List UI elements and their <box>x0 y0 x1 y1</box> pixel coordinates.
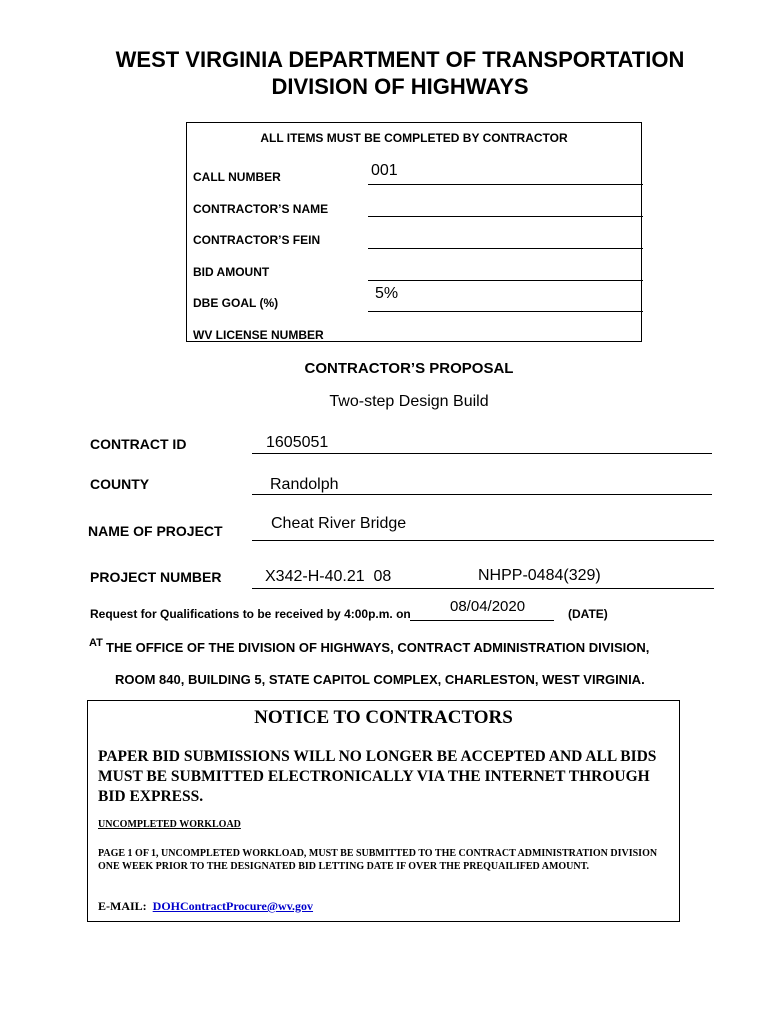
contractor-name-field[interactable] <box>368 216 643 217</box>
contractor-fein-field[interactable] <box>368 248 643 249</box>
dbe-goal-label: DBE GOAL (%) <box>193 296 279 310</box>
rfq-date-line <box>410 620 554 621</box>
workload-text: PAGE 1 OF 1, UNCOMPLETED WORKLOAD, MUST BE SUBMITTED TO THE CONTRACT ADMINISTRATION DIVISION ONE WEEK PRIOR TO THE DESIGNATED BID LETTING DATE IF OVER THE PREQUAILIFED AMOUNT. <box>98 848 658 872</box>
contractor-name-label: CONTRACTOR’S NAME <box>193 202 329 216</box>
notice-title: NOTICE TO CONTRACTORS <box>254 707 513 728</box>
county-line <box>252 494 712 495</box>
dbe-goal-value: 5% <box>375 285 399 302</box>
bid-amount-label: BID AMOUNT <box>193 265 270 279</box>
address-line1: THE OFFICE OF THE DIVISION OF HIGHWAYS, CONTRACT ADMINISTRATION DIVISION, <box>106 640 650 655</box>
project-name-value: Cheat River Bridge <box>271 515 407 532</box>
header-line2: DIVISION OF HIGHWAYS <box>271 74 529 99</box>
contract-id-label: CONTRACT ID <box>90 436 187 452</box>
call-number-field[interactable] <box>368 184 643 185</box>
project-number-value: X342-H-40.21 08 <box>265 568 392 585</box>
bid-amount-field[interactable] <box>368 280 643 281</box>
address-line2: ROOM 840, BUILDING 5, STATE CAPITOL COMPLEX, CHARLESTON, WEST VIRGINIA. <box>115 672 645 687</box>
at-label: AT <box>89 637 103 649</box>
proposal-title: CONTRACTOR’S PROPOSAL <box>304 360 514 377</box>
notice-box <box>87 700 680 922</box>
rfq-date-value: 08/04/2020 <box>450 598 526 615</box>
email-label: E-MAIL: <box>98 899 147 913</box>
header-line1: WEST VIRGINIA DEPARTMENT OF TRANSPORTATION <box>115 47 685 72</box>
county-label: COUNTY <box>90 476 150 492</box>
workload-heading: UNCOMPLETED WORKLOAD <box>98 819 241 830</box>
email-link[interactable]: DOHContractProcure@wv.gov <box>152 899 314 913</box>
call-number-value: 001 <box>371 162 398 179</box>
project-number-line <box>252 588 714 589</box>
rfq-text: Request for Qualifications to be received by 4:00p.m. on <box>90 607 411 621</box>
contractor-fein-label: CONTRACTOR’S FEIN <box>193 233 321 247</box>
project-name-label: NAME OF PROJECT <box>88 523 223 539</box>
project-name-line <box>252 540 714 541</box>
federal-project-number: NHPP-0484(329) <box>478 567 601 584</box>
dbe-goal-field[interactable] <box>368 311 643 312</box>
proposal-subtitle: Two-step Design Build <box>329 393 489 410</box>
contractor-info-box <box>186 122 642 342</box>
contractor-box-heading: ALL ITEMS MUST BE COMPLETED BY CONTRACTOR <box>260 131 568 145</box>
email-line <box>98 899 313 914</box>
contract-id-value: 1605051 <box>266 434 329 451</box>
project-number-label: PROJECT NUMBER <box>90 569 222 585</box>
notice-body: PAPER BID SUBMISSIONS WILL NO LONGER BE ACCEPTED AND ALL BIDS MUST BE SUBMITTED ELECTRONICALLY VIA THE INTERNET THROUGH BID EXPRESS. <box>98 748 657 805</box>
date-label: (DATE) <box>568 607 608 621</box>
contract-id-line <box>252 453 712 454</box>
county-value: Randolph <box>270 476 339 493</box>
wv-license-label: WV LICENSE NUMBER <box>193 328 324 342</box>
call-number-label: CALL NUMBER <box>193 170 281 184</box>
